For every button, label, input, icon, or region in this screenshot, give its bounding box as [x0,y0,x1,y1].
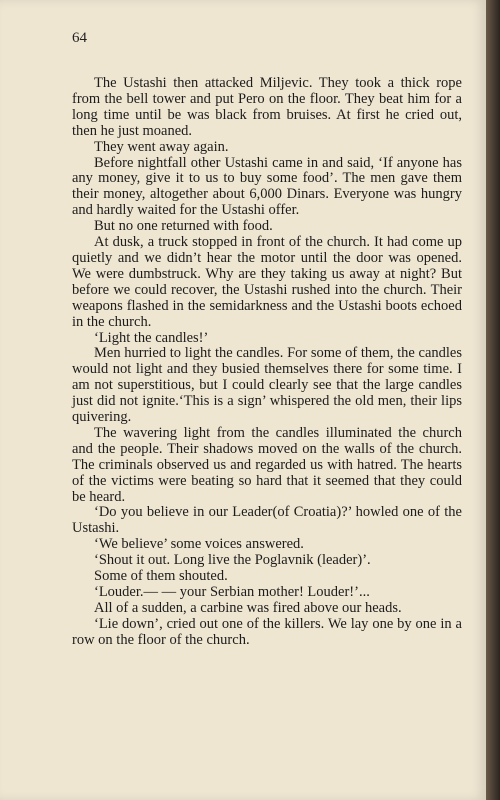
paragraph: ‘We believe’ some voices answered. [94,536,304,553]
page-number: 64 [72,30,87,46]
body-text [72,76,462,649]
paragraph: ‘Light the candles!’ [94,329,209,346]
paragraph: ‘Shout it out. Long live the Poglavnik (leader)’. [94,552,371,569]
paragraph: Before nightfall other Ustashi came in and said, ‘If anyone has any money, give it to us to buy some food’. The men gave them their money, altogether about 6,000 Dinars. Everyone was hungry and hardly waited for the Ustashi offer. [72,154,462,219]
paragraph: All of a sudden, a carbine was fired above our heads. [94,599,402,616]
paragraph: At dusk, a truck stopped in front of the church. It had come up quietly and we didn’t hear the motor until the door was opened. We were dumbstruck. Why are they taking us away at night? But before we could recover, the Ustashi rushed into the church. Their weapons flashed in the semidarkness and the Ustashi boots echoed in the church. [72,234,462,330]
paragraph: ‘Louder.— — your Serbian mother! Louder!’... [94,584,370,600]
paragraph: Men hurried to light the candles. For some of them, the candles would not light and they busied themselves there for some time. I am not superstitious, but I could clearly see that the large candles just did not ignite.‘This is a sign’ whispered the old men, their lips quivering. [72,345,462,426]
paragraph: The wavering light from the candles illuminated the church and the people. Their shadows moved on the walls of the church. The criminals observed us and regarded us with hatred. The hearts of the victims were beating so hard that it seemed that they could be heard. [72,424,462,505]
paragraph: ‘Lie down’, cried out one of the killers. We lay one by one in a row on the floor of the church. [72,615,462,648]
book-binding-edge [486,0,500,800]
paragraph: They went away again. [94,138,229,155]
paragraph: Some of them shouted. [94,568,228,585]
paragraph: The Ustashi then attacked Miljevic. They took a thick rope from the bell tower and put Pero on the floor. They beat him for a long time until be was black from bruises. At first he cried out, then he just moaned. [72,75,462,139]
paragraph: But no one returned with food. [94,218,273,235]
paragraph: ‘Do you believe in our Leader(of Croatia)?’ howled one of the Ustashi. [72,504,462,537]
